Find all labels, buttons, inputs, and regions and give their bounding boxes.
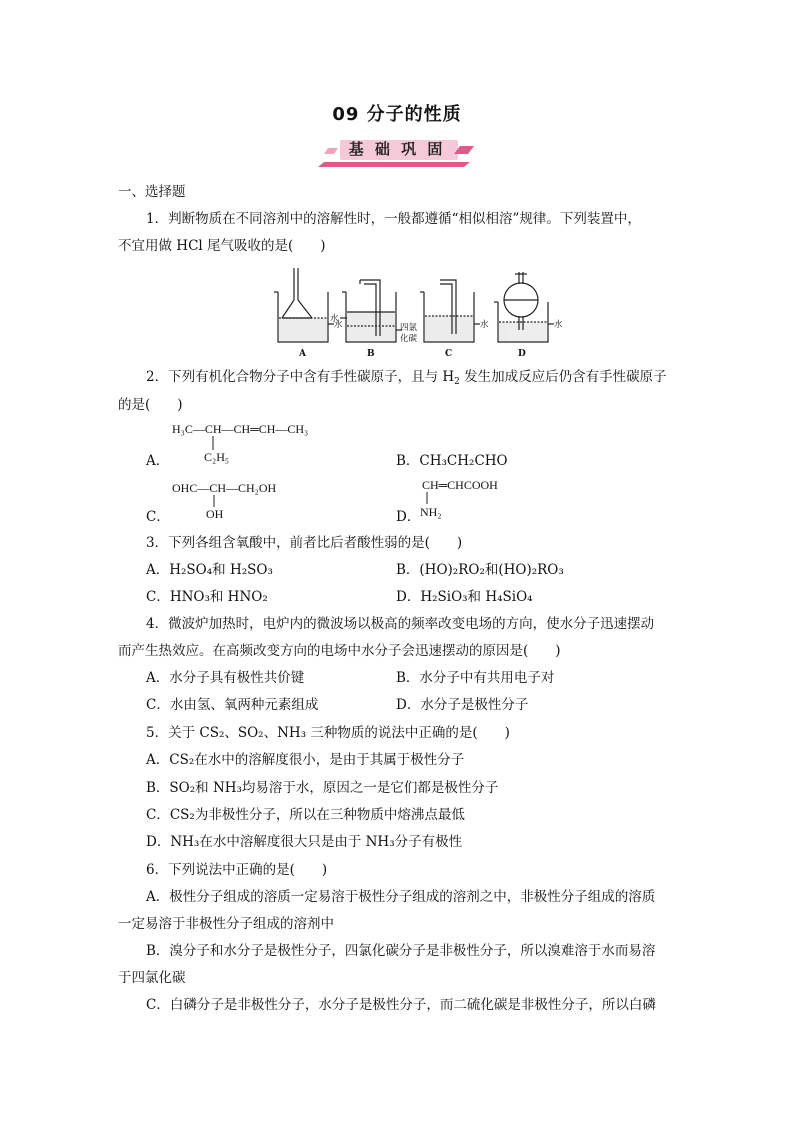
q2-option-d-bond: [425, 492, 429, 504]
q3-option-d: D．H₂SiO₃和 H₄SiO₄: [396, 589, 533, 605]
q4-option-c: C．水由氢、氧两种元素组成: [146, 697, 319, 713]
q1-label-a: A: [299, 349, 306, 359]
q2-stem-subscript: 2: [454, 377, 460, 387]
q5-option-a: A．CS₂在水中的溶解度很小，是由于其属于极性分子: [146, 752, 465, 768]
q4-option-a: A．水分子具有极性共价键: [146, 670, 305, 686]
q2-option-d-label: D．: [396, 509, 421, 525]
section-banner-text: 基 础 巩 固: [348, 140, 446, 158]
q1-water-label-a: 水: [334, 320, 343, 330]
q3-option-b: B．(HO)₂RO₂和(HO)₂RO₃: [396, 562, 564, 578]
q1-ccl4-label-1: 四氯: [400, 323, 418, 333]
q4-stem-line1: 4．微波炉加热时，电炉内的微波场以极高的频率改变电场的方向，使水分子迅速摆动: [146, 616, 655, 632]
q4-option-b: B．水分子中有共用电子对: [396, 670, 555, 686]
q5-option-b: B．SO₂和 NH₃均易溶于水，原因之一是它们都是极性分子: [146, 780, 499, 796]
q6-stem: 6．下列说法中正确的是( ): [146, 862, 328, 878]
q6-option-b-line1: B．溴分子和水分子是极性分子，四氯化碳分子是非极性分子，所以溴难溶于水而易溶: [146, 943, 656, 959]
q6-option-b-line2: 于四氯化碳: [118, 970, 186, 986]
q2-option-a-bond: [211, 436, 215, 450]
page-title: 09 分子的性质: [332, 104, 462, 125]
q2-option-c-label: C．: [146, 509, 170, 525]
q6-option-a-line2: 一定易溶于非极性分子组成的溶剂中: [118, 916, 334, 932]
q4-option-d: D．水分子是极性分子: [396, 697, 529, 713]
q1-water-label-d: 水: [554, 320, 563, 330]
q2-option-a-branch: C₂H₅: [204, 450, 230, 464]
q2-option-c-structure: OHC—CH—CH₂OH: [172, 481, 277, 495]
q1-stem-line2: 不宜用做 HCl 尾气吸收的是( ): [118, 238, 326, 254]
q4-stem-line2: 而产生热效应。在高频改变方向的电场中水分子会迅速摆动的原因是( ): [118, 643, 561, 659]
q2-stem-part1: 2．下列有机化合物分子中含有手性碳原子，且与 H: [146, 369, 455, 385]
q5-stem: 5．关于 CS₂、SO₂、NH₃ 三种物质的说法中正确的是( ): [146, 725, 510, 741]
q2-option-c-bond: [212, 495, 216, 507]
q6-option-a-line1: A．极性分子组成的溶质一定易溶于极性分子组成的溶剂之中，非极性分子组成的溶质: [146, 889, 656, 905]
q2-option-a-structure: H₃C—CH—CH═CH—CH₃: [172, 422, 309, 436]
q2-stem-part2: 发生加成反应后仍含有手性碳原子: [459, 369, 667, 385]
q2-option-d-structure: CH═CHCOOH: [422, 478, 498, 492]
q5-option-d: D．NH₃在水中溶解度很大只是由于 NH₃分子有极性: [146, 834, 463, 850]
q2-option-b: B．CH₃CH₂CHO: [396, 453, 508, 469]
q6-option-c-line1: C．白磷分子是非极性分子，水分子是极性分子，而二硫化碳是非极性分子，所以白磷: [146, 997, 656, 1013]
q1-label-b: B: [367, 349, 375, 359]
q3-option-c: C．HNO₃和 HNO₂: [146, 589, 268, 605]
q1-label-d: D: [518, 349, 526, 359]
q1-apparatus-figure: [270, 266, 563, 360]
q2-stem-line1: [146, 368, 667, 386]
q2-stem-line2: 的是( ): [118, 397, 183, 413]
q1-ccl4-label-2: 化碳: [400, 334, 418, 344]
q3-stem: 3．下列各组含氧酸中，前者比后者酸性弱的是( ): [146, 535, 463, 551]
q1-label-c: C: [445, 349, 453, 359]
q1-water-label-b: 水: [330, 314, 339, 324]
q5-option-c: C．CS₂为非极性分子，所以在三种物质中熔沸点最低: [146, 807, 465, 823]
q2-option-d-branch: NH₂: [420, 505, 442, 519]
q1-stem-line1: 1．判断物质在不同溶剂中的溶解性时，一般都遵循“相似相溶”规律。下列装置中，: [146, 211, 641, 227]
q2-option-c-branch: OH: [206, 507, 224, 521]
q2-option-a-label: A．: [146, 453, 170, 469]
section-heading: 一、选择题: [118, 184, 186, 200]
q3-option-a: A．H₂SO₄和 H₂SO₃: [146, 562, 273, 578]
q1-water-label-c: 水: [480, 320, 489, 330]
